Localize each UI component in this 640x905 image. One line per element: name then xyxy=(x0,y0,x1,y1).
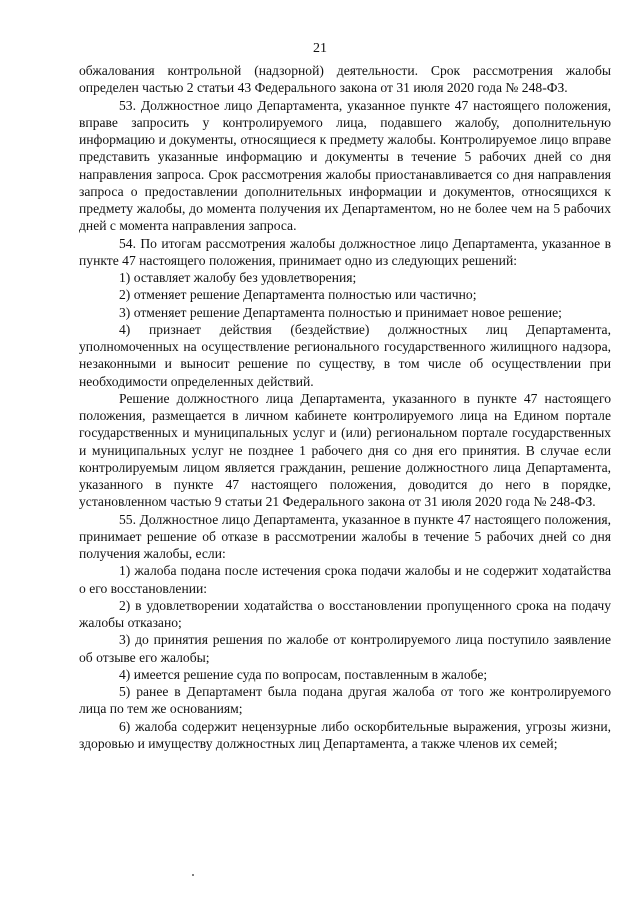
paragraph-decision-publication: Решение должностного лица Департамента, указанного в пункте 47 настоящего положения, размещается в личном кабинете контролируемого лица на Едином портале государственных и муниципальных услуг и (или) региональном портале государственных и муниципальных услуг не позднее 1 рабочего дня со дня его принятия. В случае если контролируемым лицом является гражданин, решение должностного лица Департамента, указанного в пункте 47 настоящего положения, доводится до него в порядке, установленном частью 9 статьи 21 Федерального закона от 31 июля 2020 года № 248-ФЗ. xyxy=(79,390,611,510)
list-item-55-6: 6) жалоба содержит нецензурные либо оскорбительные выражения, угрозы жизни, здоровью и имуществу должностных лиц Департамента, а также членов их семей; xyxy=(79,718,611,751)
list-item-54-1: 1) оставляет жалобу без удовлетворения; xyxy=(119,270,357,285)
paragraph-55: 55. Должностное лицо Департамента, указанное в пункте 47 настоящего положения, принимает решение об отказе в рассмотрении жалобы в течение 5 рабочих дней со дня получения жалобы, если: xyxy=(79,511,611,561)
paragraph-53: 53. Должностное лицо Департамента, указанное пункте 47 настоящего положения, вправе запросить у контролируемого лица, подавшего жалобу, дополнительную информацию и документы, относящиеся к предмету жалобы. Контролируемое лицо вправе представить указанные информацию и документы в течение 5 рабочих дней со дня направления запроса. Срок рассмотрения жалобы приостанавливается со дня направления запроса о предоставлении дополнительных информации и документов, относящихся к предмету жалобы, до момента получения их Департаментом, но не более чем на 5 рабочих дней с момента направления запроса. xyxy=(79,97,611,234)
document-body xyxy=(79,62,611,752)
list-item-54-2: 2) отменяет решение Департамента полностью или частично; xyxy=(119,287,477,303)
list-item-54-4: 4) признает действия (бездействие) должностных лиц Департамента, уполномоченных на осуществление регионального государственного жилищного надзора, незаконными и выносит решение по существу, в том числе об осуществлении при необходимости определенных действий. xyxy=(79,321,611,389)
paragraph-54: 54. По итогам рассмотрения жалобы должностное лицо Департамента, указанное в пункте 47 настоящего положения, принимает одно из следующих решений: xyxy=(79,235,611,268)
list-item-55-3: 3) до принятия решения по жалобе от контролируемого лица поступило заявление об отзыве его жалобы; xyxy=(79,632,611,665)
list-item-55-4: 4) имеется решение суда по вопросам, поставленным в жалобе; xyxy=(119,666,488,682)
paragraph-continuation: обжалования контрольной (надзорной) деятельности. Срок рассмотрения жалобы определен частью 2 статьи 43 Федерального закона от 31 июля 2020 года № 248-ФЗ. xyxy=(79,63,611,96)
list-item-54-3: 3) отменяет решение Департамента полностью и принимает новое решение; xyxy=(119,304,562,320)
list-item-55-1: 1) жалоба подана после истечения срока подачи жалобы и не содержит ходатайства о его восстановлении: xyxy=(79,563,611,596)
list-item-55-5: 5) ранее в Департамент была подана другая жалоба от того же контролируемого лица по тем же основаниям; xyxy=(79,684,611,717)
page-number: 21 xyxy=(313,41,327,56)
list-item-55-2: 2) в удовлетворении ходатайства о восстановлении пропущенного срока на подачу жалобы отказано; xyxy=(79,597,611,630)
scan-speck xyxy=(192,874,194,876)
